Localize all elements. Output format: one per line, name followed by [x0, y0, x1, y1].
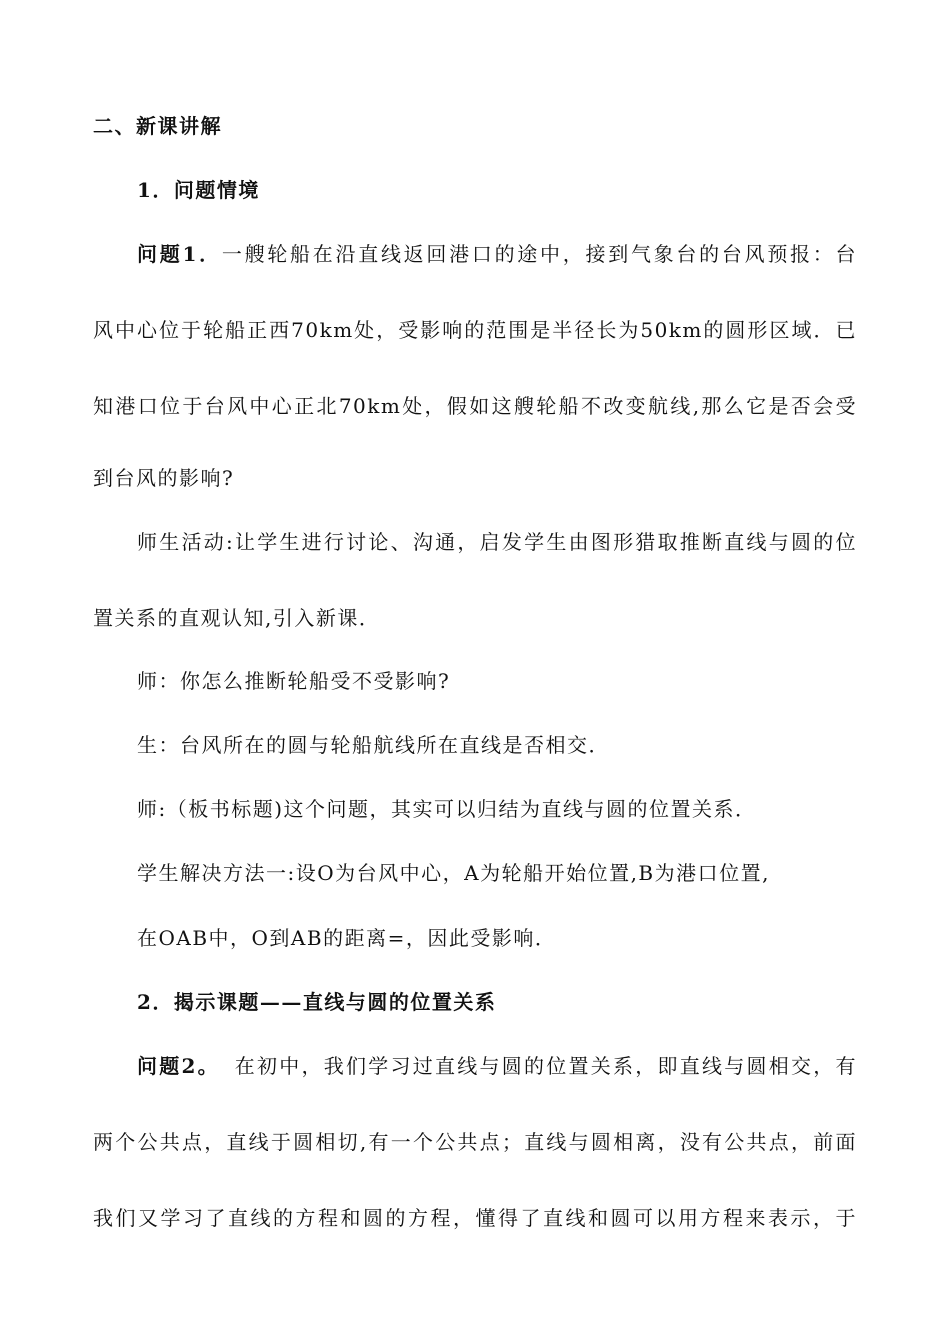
activity-line-1: 师生活动:让学生进行讨论、沟通，启发学生由图形猎取推断直线与圆的位: [137, 530, 857, 554]
problem1-line-2: 风中心位于轮船正西70km处，受影响的范围是半径长为50km的圆形区域．已: [93, 318, 857, 342]
problem2-line-3: 我们又学习了直线的方程和圆的方程，懂得了直线和圆可以用方程来表示，于: [93, 1206, 857, 1230]
solution-method-line-1: 学生解决方法一:设O为台风中心，A为轮船开始位置,B为港口位置,: [137, 861, 770, 885]
problem1-text: 一艘轮船在沿直线返回港口的途中，接到气象台的台风预报：台: [221, 242, 858, 266]
student-answer: 生：台风所在的圆与轮船航线所在直线是否相交．: [137, 733, 610, 757]
subsection-heading-1: 1．问题情境: [137, 178, 260, 202]
section-heading: 二、新课讲解: [93, 114, 222, 138]
teacher-question: 师：你怎么推断轮船受不受影响?: [137, 669, 451, 693]
problem2-line-2: 两个公共点，直线于圆相切,有一个公共点；直线与圆相离，没有公共点，前面: [93, 1130, 857, 1154]
problem1-line-4: 到台风的影响?: [93, 466, 235, 490]
subsection-heading-2: 2．揭示课题——直线与圆的位置关系: [137, 990, 497, 1014]
problem2-label: 问题2。: [137, 1054, 220, 1078]
solution-method-line-2: 在OAB中，O到AB的距离=，因此受影响．: [137, 926, 557, 950]
activity-line-2: 置关系的直观认知,引入新课．: [93, 606, 381, 630]
problem2-line-1: [137, 1054, 857, 1078]
problem1-label: 问题1．: [137, 242, 222, 266]
teacher-statement: 师:（板书标题)这个问题，其实可以归结为直线与圆的位置关系．: [137, 797, 757, 821]
problem2-text: 在初中，我们学习过直线与圆的位置关系，即直线与圆相交，有: [233, 1054, 858, 1078]
problem1-line-3: 知港口位于台风中心正北70km处，假如这艘轮船不改变航线,那么它是否会受: [93, 394, 857, 418]
problem1-line-1: [137, 242, 857, 266]
